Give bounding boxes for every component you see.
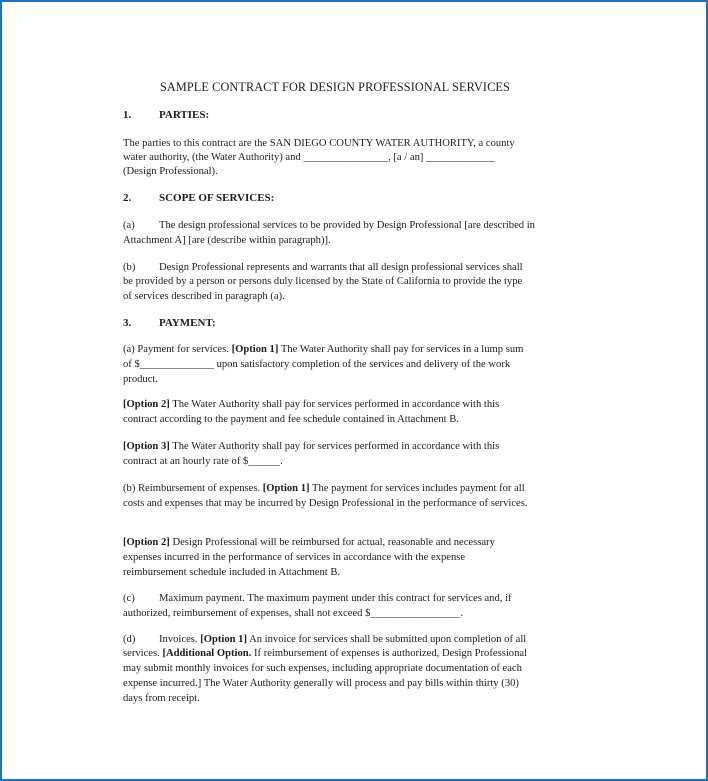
payment-d-line-4-start: expense incurred.] bbox=[123, 678, 202, 689]
payment-d-line-1 bbox=[159, 633, 526, 647]
payment-d-line-2-start: services. bbox=[123, 648, 160, 659]
scope-b-line-3: of services described in paragraph (a). bbox=[123, 291, 285, 302]
payment-d-line-3: may submit monthly invoices for such expenses, including appropriate documentation of each bbox=[123, 663, 522, 674]
page-title: SAMPLE CONTRACT FOR DESIGN PROFESSIONAL SERVICES bbox=[160, 80, 510, 94]
payment-b-line-1 bbox=[123, 482, 525, 496]
payment-b-option-2-line-2: expenses incurred in the performance of services in accordance with the expense bbox=[123, 552, 466, 563]
payment-option-2-label: [Option 2] bbox=[123, 399, 170, 410]
payment-a-option-1: [Option 1] bbox=[231, 344, 279, 355]
payment-a-text: The Water Authority shall pay for services in a lump sum bbox=[280, 344, 524, 355]
payment-a-label: (a) Payment for services. bbox=[123, 344, 229, 355]
payment-d-option-1: [Option 1] bbox=[200, 634, 247, 645]
section-3-heading: PAYMENT: bbox=[159, 317, 216, 329]
parties-line-3: (Design Professional). bbox=[123, 166, 218, 177]
payment-c-marker: (c) bbox=[123, 593, 135, 604]
section-1-number: 1. bbox=[123, 109, 132, 121]
section-2-heading: SCOPE OF SERVICES: bbox=[159, 192, 275, 204]
section-1-heading: PARTIES: bbox=[159, 109, 210, 121]
payment-b-option-2-text: Design Professional will be reimbursed for actual, reasonable and necessary bbox=[172, 537, 495, 548]
payment-d-additional-option: [Additional Option. bbox=[162, 648, 252, 659]
section-3-number: 3. bbox=[123, 317, 132, 329]
payment-c-line-2: authorized, reimbursement of expenses, shall not exceed $_________________. bbox=[123, 608, 464, 619]
payment-d-line-5: days from receipt. bbox=[123, 693, 200, 704]
section-2-number: 2. bbox=[123, 192, 132, 204]
scope-a-line-2: Attachment A] [are (describe within paragraph)]. bbox=[123, 235, 331, 246]
payment-b-option-2-label: [Option 2] bbox=[123, 537, 170, 548]
payment-d-line-2 bbox=[123, 647, 527, 661]
payment-option-2-text: The Water Authority shall pay for services performed in accordance with this bbox=[172, 399, 500, 410]
payment-b-option-2-line-1 bbox=[123, 536, 495, 550]
payment-d-line-4 bbox=[123, 677, 519, 691]
payment-b-option-2-line-3: reimbursement schedule included in Attachment B. bbox=[123, 567, 341, 578]
payment-d-marker: (d) bbox=[123, 634, 136, 645]
scope-a-marker: (a) bbox=[123, 220, 135, 231]
payment-b-text: The payment for services includes payment for all bbox=[312, 483, 525, 494]
parties-line-1: The parties to this contract are the SAN DIEGO COUNTY WATER AUTHORITY, a county bbox=[123, 138, 515, 149]
payment-option-2-line-1 bbox=[123, 398, 499, 412]
scope-b-marker: (b) bbox=[123, 262, 136, 273]
payment-b-label: (b) Reimbursement of expenses. bbox=[123, 483, 261, 494]
payment-option-2-line-2: contract according to the payment and fee schedule contained in Attachment B. bbox=[123, 414, 459, 425]
payment-option-3-text: The Water Authority shall pay for services performed in accordance with this bbox=[172, 441, 500, 452]
payment-b-option-1: [Option 1] bbox=[262, 483, 310, 494]
payment-d-label: Invoices. bbox=[159, 634, 198, 645]
payment-a-line-1 bbox=[123, 343, 523, 357]
payment-option-3-line-1 bbox=[123, 440, 499, 454]
payment-c-line-1: Maximum payment. The maximum payment under this contract for services and, if bbox=[159, 593, 512, 604]
parties-line-2: water authority, (the Water Authority) and ________________, [a / an] _____________ bbox=[123, 152, 495, 163]
payment-d-line-2-text: If reimbursement of expenses is authorized, Design Professional bbox=[254, 648, 528, 659]
scope-b-line-2: be provided by a person or persons duly licensed by the State of California to provide the type bbox=[123, 276, 523, 287]
scope-b-line-1: Design Professional represents and warrants that all design professional services shall bbox=[159, 262, 523, 273]
payment-d-line-4-text: The Water Authority generally will process and pay bills within thirty (30) bbox=[203, 678, 519, 689]
payment-a-line-2: of $______________ upon satisfactory completion of the services and delivery of the work bbox=[123, 359, 511, 370]
payment-option-3-line-2: contract at an hourly rate of $______. bbox=[123, 456, 283, 467]
payment-option-3-label: [Option 3] bbox=[123, 441, 170, 452]
payment-a-line-3: product. bbox=[123, 374, 159, 385]
payment-b-line-2: costs and expenses that may be incurred by Design Professional in the performance of services. bbox=[123, 498, 528, 509]
payment-d-text: An invoice for services shall be submitted upon completion of all bbox=[249, 634, 527, 645]
scope-a-line-1: The design professional services to be provided by Design Professional [are described in bbox=[159, 220, 535, 231]
